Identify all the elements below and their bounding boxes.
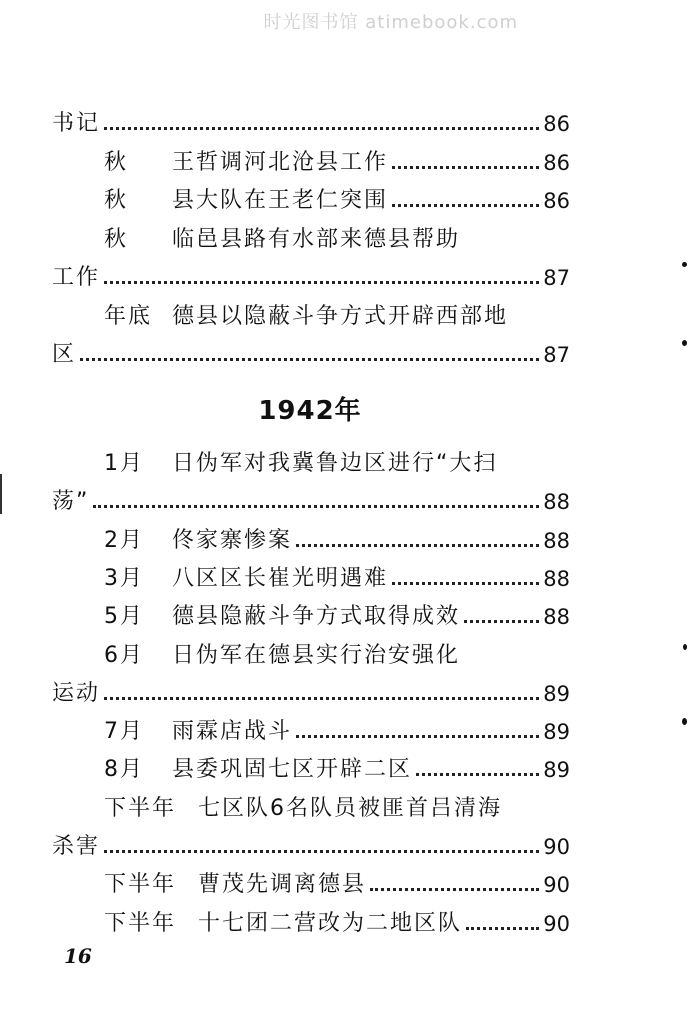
dot-leader	[104, 697, 539, 700]
toc-entry	[52, 676, 570, 708]
toc-entry	[52, 906, 570, 938]
dot-leader	[466, 927, 539, 930]
toc-entry-title: 德县以隐蔽斗争方式开辟西部地	[172, 303, 509, 329]
dot-leader	[392, 582, 539, 585]
dot-leader	[93, 505, 539, 508]
toc-entry-title: 日伪军对我冀鲁边区进行“大扫	[172, 451, 498, 476]
toc-entry	[52, 260, 570, 292]
toc-entry-page: 88	[543, 490, 570, 515]
toc-entry-title: 雨霖店战斗	[172, 719, 293, 745]
toc-entry-date: 秋	[104, 149, 129, 175]
toc-entry-date: 1月	[104, 451, 144, 476]
toc-entry-date: 下半年	[104, 872, 177, 898]
toc-entry-page: 89	[543, 758, 570, 783]
dot-leader	[370, 888, 539, 891]
dot-leader	[296, 735, 539, 738]
dot-leader	[392, 204, 539, 207]
dot-leader	[104, 850, 539, 853]
dot-leader	[392, 166, 539, 169]
toc-entry-page: 86	[543, 189, 570, 213]
dot-leader	[296, 544, 539, 547]
toc-entry-title: 王哲调河北沧县工作	[172, 149, 389, 175]
page-number: 16	[64, 944, 92, 968]
toc-entry-page: 89	[543, 720, 570, 745]
toc-entry-date: 2月	[104, 527, 144, 553]
toc-entry-page: 90	[543, 911, 570, 936]
toc-entry-page: 88	[543, 566, 570, 591]
toc-entry-date: 7月	[104, 719, 144, 745]
toc-entry-title: 七区队6名队员被匪首吕清海	[198, 795, 502, 821]
toc-entry	[52, 337, 570, 369]
toc-entry-title: 日伪军在德县实行治安强化	[172, 642, 461, 668]
toc-entry	[52, 446, 570, 478]
scan-speck	[682, 718, 687, 725]
scan-speck	[682, 262, 687, 267]
toc-entry	[52, 222, 570, 254]
toc-entry-title: 八区区长崔光明遇难	[172, 565, 389, 591]
toc-entry-title: 区	[52, 342, 77, 367]
toc-entry-page: 86	[543, 112, 570, 136]
toc-entry-title: 县委巩固七区开辟二区	[172, 757, 413, 783]
toc-entry-title: 荡”	[52, 489, 90, 515]
toc-entry	[52, 599, 570, 631]
toc-entry-title: 运动	[52, 680, 101, 706]
toc-entry-date: 下半年	[104, 795, 177, 821]
scan-speck	[683, 644, 687, 650]
toc-entry-title: 曹茂先调离德县	[198, 872, 367, 898]
toc-entry	[52, 183, 570, 215]
dot-leader	[416, 773, 539, 776]
toc-entry	[52, 714, 570, 746]
toc-entry	[52, 106, 570, 138]
toc-entry-title: 工作	[52, 265, 101, 290]
scan-edge-mark	[0, 474, 2, 514]
toc-entry	[52, 638, 570, 670]
toc-entry-date: 秋	[104, 188, 129, 213]
toc-entry-page: 86	[543, 150, 570, 175]
toc-entry	[52, 299, 570, 331]
toc-entry	[52, 752, 570, 784]
toc-entry	[52, 829, 570, 861]
scan-speck	[682, 340, 687, 346]
dot-leader	[464, 620, 539, 623]
toc-entry	[52, 523, 570, 555]
toc-entry-page: 87	[543, 343, 570, 367]
toc-entry-page: 88	[543, 605, 570, 630]
toc-entry	[52, 561, 570, 593]
toc-entry-date: 5月	[104, 604, 144, 630]
toc-entry-page: 88	[543, 528, 570, 553]
toc-entry-title: 书记	[52, 111, 101, 136]
toc-entry-page: 90	[543, 873, 570, 898]
toc-entry-title: 临邑县路有水部来德县帮助	[172, 226, 461, 252]
toc-entry-date: 下半年	[104, 910, 177, 936]
watermark-text: 时光图书馆 atimebook.com	[263, 12, 518, 33]
toc-entry-page: 90	[543, 835, 570, 859]
dot-leader	[80, 358, 539, 361]
toc-entry-title: 德县隐蔽斗争方式取得成效	[172, 604, 461, 630]
toc-entry	[52, 145, 570, 177]
toc-entry-date: 8月	[104, 757, 144, 783]
year-heading: 1942年	[258, 396, 362, 426]
toc-entry	[52, 484, 570, 516]
toc-entry	[52, 791, 570, 823]
toc-entry-date: 秋	[104, 226, 129, 252]
toc-entry	[52, 867, 570, 899]
toc-entry-page: 87	[543, 266, 570, 290]
toc-entry-title: 佟家寨惨案	[172, 527, 293, 553]
toc-entry-page: 89	[543, 681, 570, 706]
toc-entry-title: 杀害	[52, 834, 101, 859]
toc-entry-title: 县大队在王老仁突围	[172, 188, 389, 213]
dot-leader	[104, 281, 539, 284]
toc-entry-title: 十七团二营改为二地区队	[198, 910, 463, 936]
toc-entry-date: 3月	[104, 565, 144, 591]
toc-entry-date: 年底	[104, 303, 153, 329]
toc-entry-date: 6月	[104, 642, 144, 668]
dot-leader	[104, 127, 539, 130]
